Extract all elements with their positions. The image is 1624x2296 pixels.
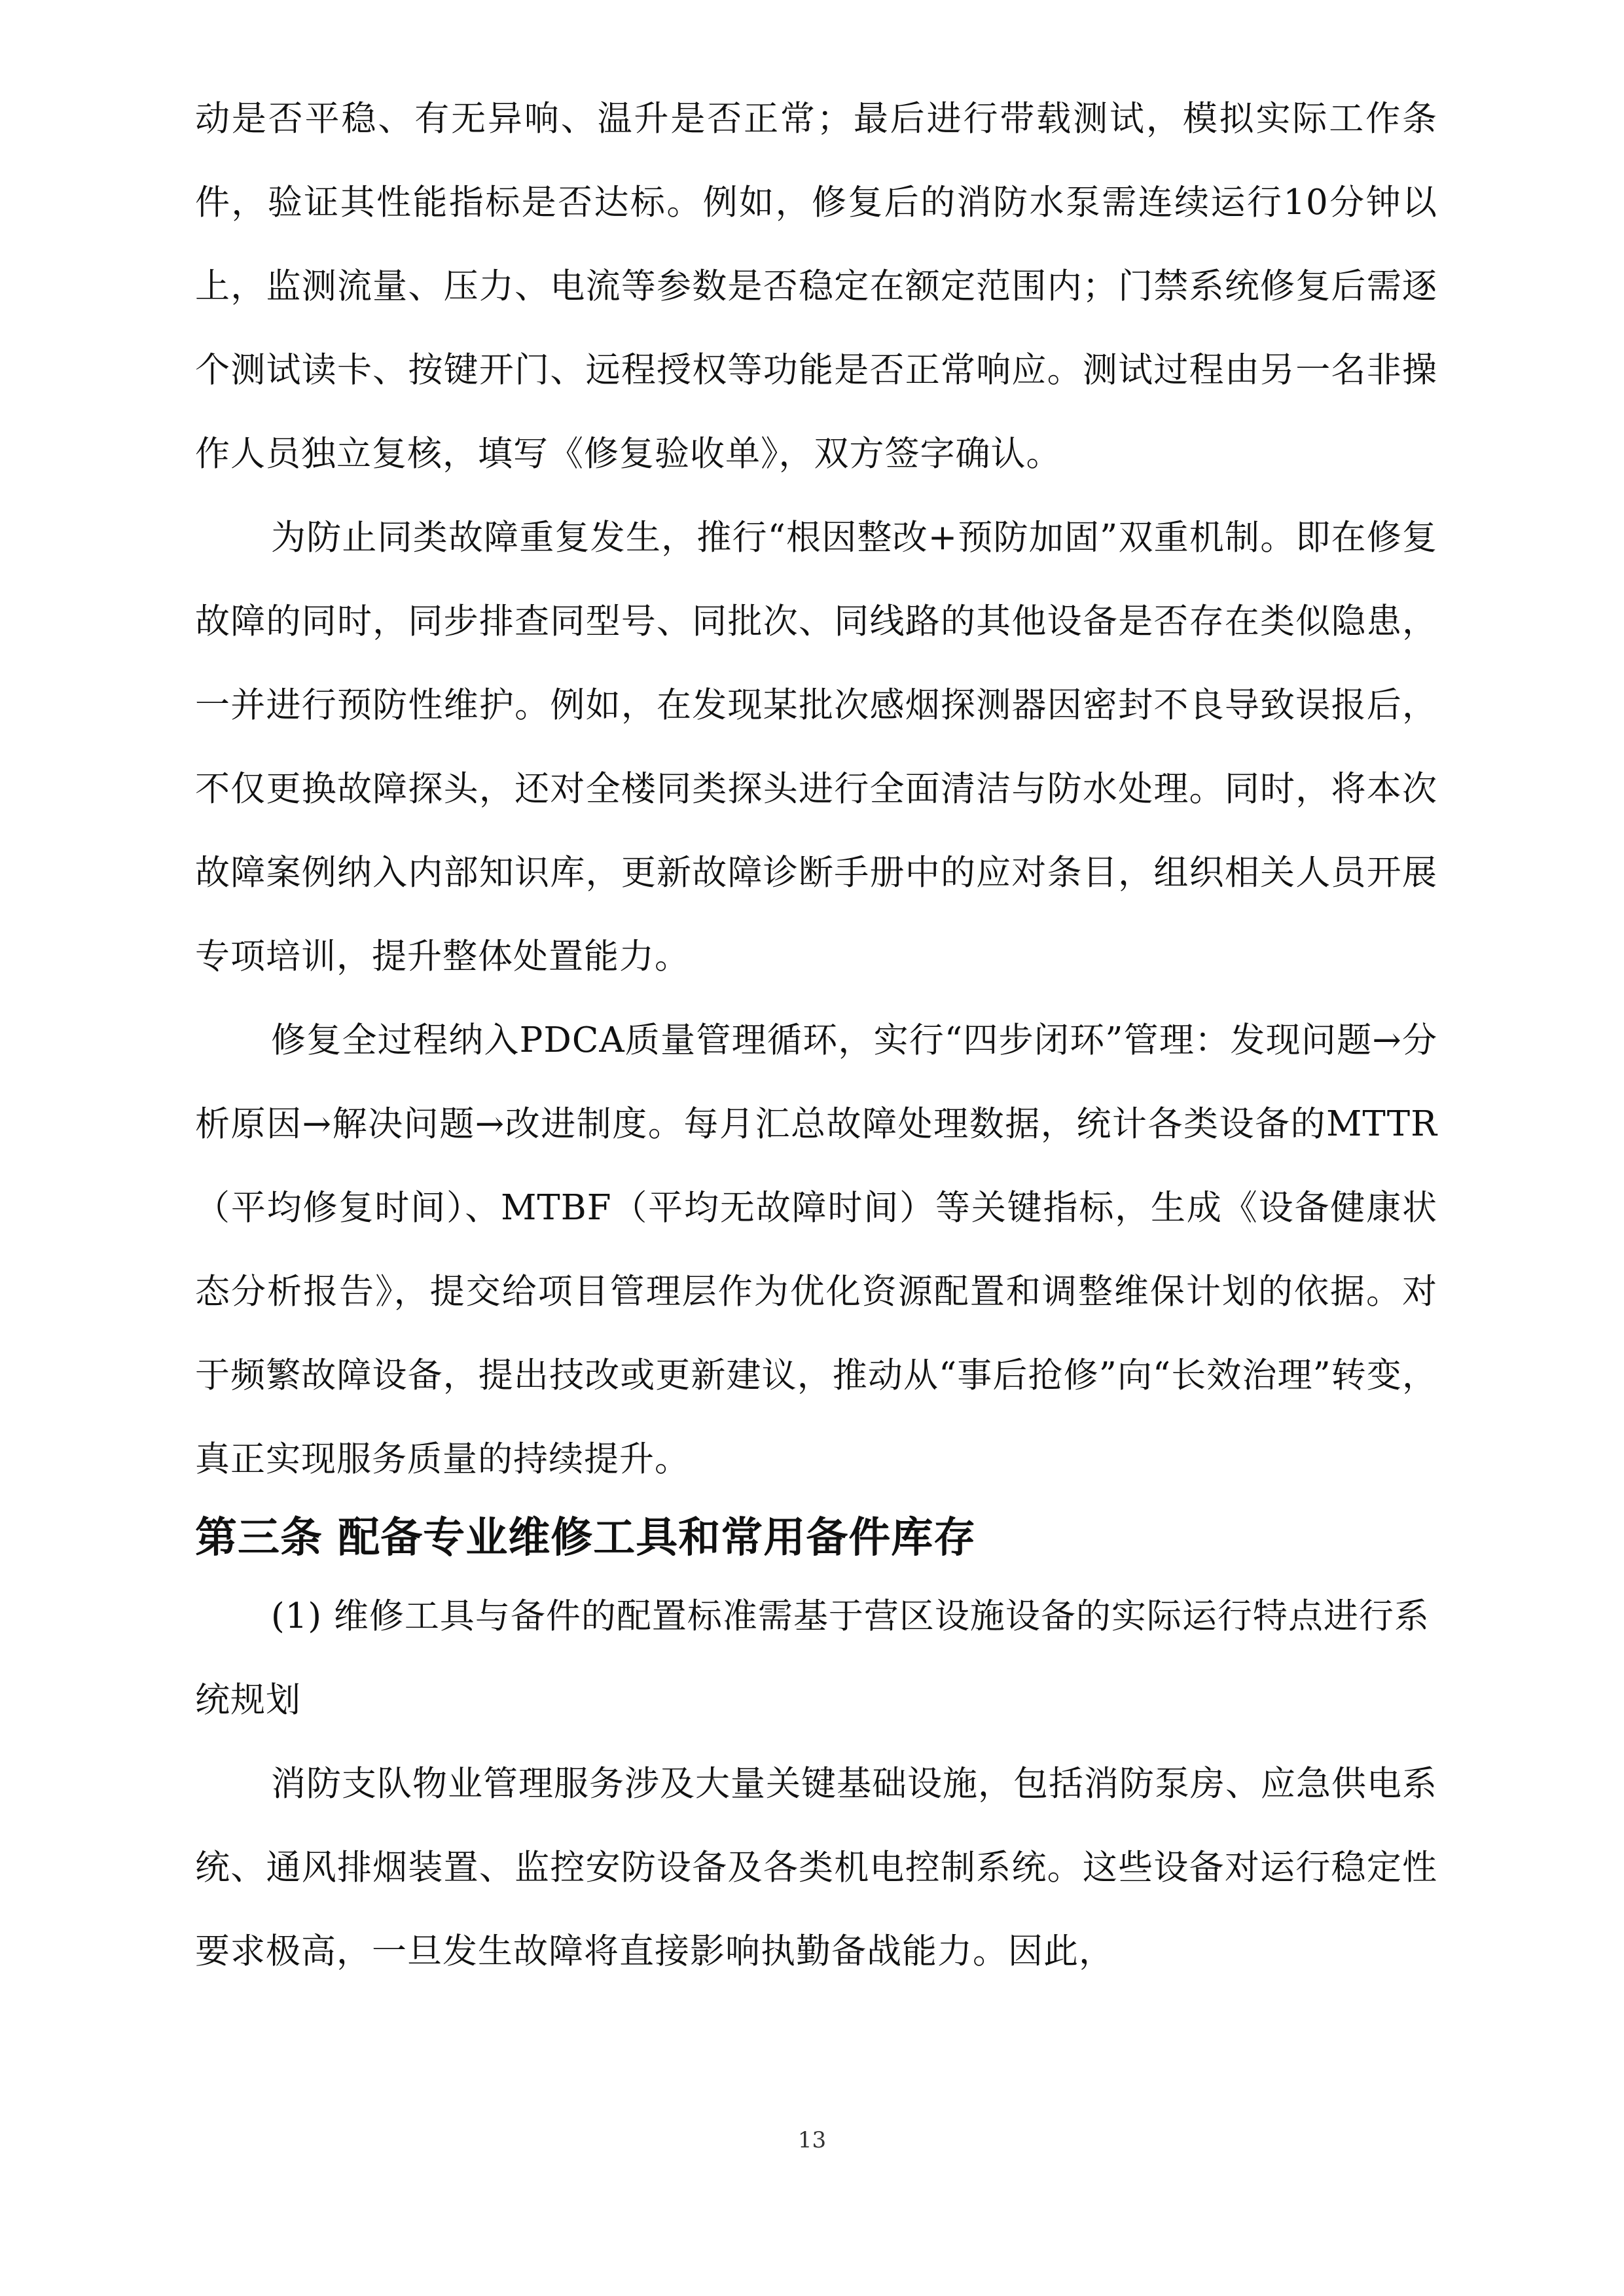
item-heading: (1) 维修工具与备件的配置标准需基于营区设施设备的实际运行特点进行系统规划 — [195, 1596, 1430, 1720]
paragraph-repair-testing: 动是否平稳、有无异响、温升是否正常；最后进行带载测试，模拟实际工作条件，验证其性能指标是否达标。例如，修复后的消防水泵需连续运行10分钟以上，监测流量、压力、电流等参数是否稳定在额定范围内；门禁系统修复后需逐个测试读卡、按键开门、远程授权等功能是否正常响应。测试过程由另一名非操作人员独立复核，填写《修复验收单》，双方签字确认。 — [195, 99, 1437, 474]
document-body — [195, 77, 1437, 1994]
paragraph-root-cause-mechanism: 为防止同类故障重复发生，推行“根因整改+预防加固”双重机制。即在修复故障的同时，同步排查同型号、同批次、同线路的其他设备是否存在类似隐患，一并进行预防性维护。例如，在发现某批次感烟探测器因密封不良导致误报后，不仅更换故障探头，还对全楼同类探头进行全面清洁与防水处理。同时，将本次故障案例纳入内部知识库，更新故障诊断手册中的应对条目，组织相关人员开展专项培训，提升整体处置能力。 — [195, 518, 1437, 977]
page-number: 13 — [797, 2127, 827, 2153]
section-heading: 第三条 配备专业维修工具和常用备件库存 — [195, 1514, 977, 1562]
paragraph-pdca-loop: 修复全过程纳入PDCA质量管理循环，实行“四步闭环”管理：发现问题→分析原因→解决问题→改进制度。每月汇总故障处理数据，统计各类设备的MTTR（平均修复时间）、MTBF（平均无故障时间）等关键指标，生成《设备健康状态分析报告》，提交给项目管理层作为优化资源配置和调整维保计划的依据。对于频繁故障设备，提出技改或更新建议，推动从“事后抢修”向“长效治理”转变，真正实现服务质量的持续提升。 — [195, 1020, 1437, 1479]
paragraph-infrastructure: 消防支队物业管理服务涉及大量关键基础设施，包括消防泵房、应急供电系统、通风排烟装置、监控安防设备及各类机电控制系统。这些设备对运行稳定性要求极高，一旦发生故障将直接影响执勤备战能力。因此， — [195, 1764, 1437, 1971]
